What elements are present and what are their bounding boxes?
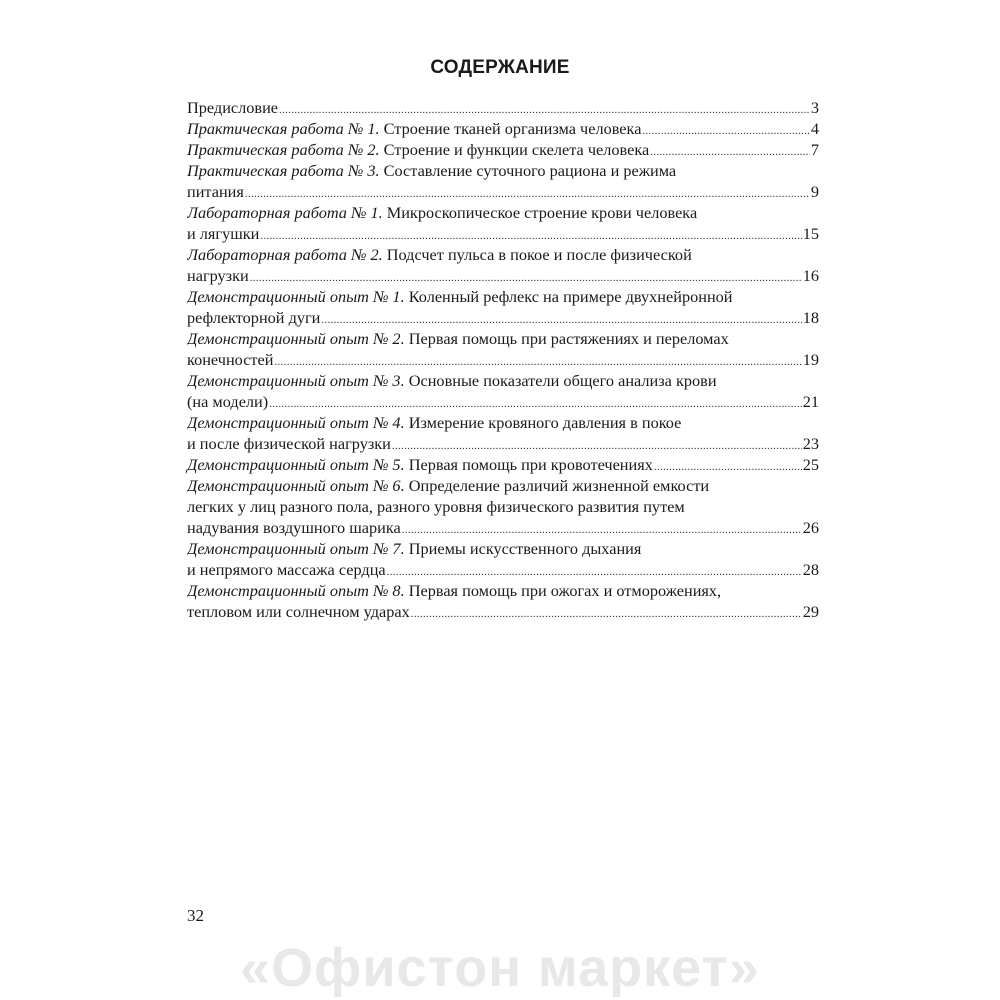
entry-text: рефлекторной дуги bbox=[187, 308, 321, 327]
entry-last-line bbox=[187, 139, 819, 160]
entry-text: Предисловие bbox=[187, 98, 279, 117]
entry-number: № 8. bbox=[373, 581, 405, 600]
entry-last-line bbox=[187, 559, 819, 580]
entry-type-label: Практическая работа bbox=[187, 161, 348, 180]
entry-title bbox=[187, 307, 320, 328]
page-number: 32 bbox=[187, 906, 204, 925]
toc-entry bbox=[187, 160, 819, 202]
entry-title bbox=[187, 559, 386, 580]
entry-title bbox=[187, 349, 274, 370]
entry-type-label: Демонстрационный опыт bbox=[187, 455, 374, 474]
entry-page-number: 4 bbox=[810, 119, 819, 138]
entry-text: Первая помощь при ожогах и отморожениях, bbox=[404, 581, 722, 600]
toc-entry bbox=[187, 118, 819, 139]
entry-last-line bbox=[187, 307, 819, 328]
entry-title bbox=[187, 223, 259, 244]
entry-number: № 4. bbox=[373, 413, 405, 432]
entry-title bbox=[187, 97, 278, 118]
entry-text: Строение тканей организма человека bbox=[379, 119, 642, 138]
toc-entry bbox=[187, 244, 819, 286]
entry-text: Основные показатели общего анализа крови bbox=[404, 371, 717, 390]
dot-leader bbox=[411, 604, 802, 625]
entry-text: (на модели) bbox=[187, 392, 269, 411]
entry-page-number: 25 bbox=[802, 455, 819, 474]
entry-number: № 1. bbox=[347, 119, 380, 138]
entry-line bbox=[187, 370, 819, 391]
entry-last-line bbox=[187, 265, 819, 286]
entry-page-number: 7 bbox=[810, 140, 819, 159]
entry-line bbox=[187, 496, 819, 517]
entry-page-number: 3 bbox=[810, 98, 819, 117]
toc-entry bbox=[187, 286, 819, 328]
entry-type-label: Демонстрационный опыт bbox=[187, 539, 374, 558]
entry-number: № 3. bbox=[373, 371, 405, 390]
entry-type-label: Лабораторная работа bbox=[187, 203, 352, 222]
entry-line bbox=[187, 286, 819, 307]
toc-entry bbox=[187, 454, 819, 475]
entry-text: надувания воздушного шарика bbox=[187, 518, 401, 537]
entry-type-label: Демонстрационный опыт bbox=[187, 371, 374, 390]
entry-page-number: 28 bbox=[802, 560, 819, 579]
entry-number: № 2. bbox=[373, 329, 405, 348]
entry-number: № 2. bbox=[351, 245, 383, 264]
entry-text: Измерение кровяного давления в покое bbox=[404, 413, 682, 432]
entry-text: Строение и функции скелета человека bbox=[379, 140, 650, 159]
entry-line bbox=[187, 328, 819, 349]
entry-text: Приемы искусственного дыхания bbox=[404, 539, 642, 558]
entry-line bbox=[187, 412, 819, 433]
entry-last-line bbox=[187, 517, 819, 538]
entry-text: и лягушки bbox=[187, 224, 260, 243]
entry-title bbox=[187, 139, 649, 160]
toc-entry bbox=[187, 475, 819, 538]
toc-entry bbox=[187, 580, 819, 622]
entry-title bbox=[187, 118, 641, 139]
entry-title bbox=[187, 265, 249, 286]
entry-line bbox=[187, 160, 819, 181]
entry-text: нагрузки bbox=[187, 266, 249, 285]
entry-last-line bbox=[187, 118, 819, 139]
entry-page-number: 19 bbox=[802, 350, 819, 369]
entry-text: Составление суточного рациона и режима bbox=[379, 161, 677, 180]
entry-last-line bbox=[187, 433, 819, 454]
entry-text: Коленный рефлекс на примере двухнейронной bbox=[404, 287, 733, 306]
entry-last-line bbox=[187, 349, 819, 370]
entry-text: Первая помощь при кровотечениях bbox=[404, 455, 653, 474]
entry-last-line bbox=[187, 391, 819, 412]
entry-text: Подсчет пульса в покое и после физической bbox=[382, 245, 692, 264]
toc-entry bbox=[187, 370, 819, 412]
entry-number: № 7. bbox=[373, 539, 405, 558]
entry-text: конечностей bbox=[187, 350, 274, 369]
entry-number: № 3. bbox=[347, 161, 380, 180]
entry-text: питания bbox=[187, 182, 244, 201]
entry-title bbox=[187, 181, 244, 202]
entry-number: № 1. bbox=[373, 287, 405, 306]
entry-type-label: Демонстрационный опыт bbox=[187, 329, 374, 348]
entry-line bbox=[187, 475, 819, 496]
entry-text: Микроскопическое строение крови человека bbox=[382, 203, 698, 222]
entry-page-number: 26 bbox=[802, 518, 819, 537]
entry-number: № 5. bbox=[373, 455, 405, 474]
entry-last-line bbox=[187, 223, 819, 244]
entry-text: легких у лиц разного пола, разного уровня физического развития путем bbox=[187, 497, 685, 516]
entry-text: Первая помощь при растяжениях и переломах bbox=[404, 329, 729, 348]
entry-type-label: Демонстрационный опыт bbox=[187, 413, 374, 432]
entry-last-line bbox=[187, 454, 819, 475]
entry-page-number: 9 bbox=[810, 182, 819, 201]
entry-type-label: Практическая работа bbox=[187, 140, 348, 159]
entry-title bbox=[187, 517, 401, 538]
watermark: «Офистон маркет» bbox=[240, 938, 760, 998]
entry-number: № 2. bbox=[347, 140, 380, 159]
entry-type-label: Демонстрационный опыт bbox=[187, 287, 374, 306]
entry-page-number: 15 bbox=[802, 224, 819, 243]
entry-text: и после физической нагрузки bbox=[187, 434, 391, 453]
entry-type-label: Практическая работа bbox=[187, 119, 348, 138]
entry-line bbox=[187, 244, 819, 265]
entry-number: № 1. bbox=[351, 203, 383, 222]
entry-text: тепловом или солнечном ударах bbox=[187, 602, 410, 621]
toc-entry bbox=[187, 538, 819, 580]
entry-text: Определение различий жизненной емкости bbox=[404, 476, 710, 495]
entry-page-number: 29 bbox=[802, 602, 819, 621]
entry-page-number: 21 bbox=[802, 392, 819, 411]
entry-page-number: 16 bbox=[802, 266, 819, 285]
entry-last-line bbox=[187, 601, 819, 622]
entry-title bbox=[187, 433, 391, 454]
entry-title bbox=[187, 454, 653, 475]
table-of-contents bbox=[187, 97, 819, 622]
entry-title bbox=[187, 601, 410, 622]
entry-text: и непрямого массажа сердца bbox=[187, 560, 386, 579]
toc-entry bbox=[187, 139, 819, 160]
entry-type-label: Демонстрационный опыт bbox=[187, 581, 374, 600]
toc-entry bbox=[187, 328, 819, 370]
entry-page-number: 18 bbox=[802, 308, 819, 327]
entry-line bbox=[187, 580, 819, 601]
entry-title bbox=[187, 391, 268, 412]
entry-last-line bbox=[187, 181, 819, 202]
entry-type-label: Демонстрационный опыт bbox=[187, 476, 374, 495]
toc-entry bbox=[187, 202, 819, 244]
entry-last-line bbox=[187, 97, 819, 118]
toc-entry bbox=[187, 97, 819, 118]
entry-number: № 6. bbox=[373, 476, 405, 495]
entry-line bbox=[187, 538, 819, 559]
entry-page-number: 23 bbox=[802, 434, 819, 453]
entry-type-label: Лабораторная работа bbox=[187, 245, 352, 264]
toc-entry bbox=[187, 412, 819, 454]
entry-line bbox=[187, 202, 819, 223]
page-title: СОДЕРЖАНИЕ bbox=[430, 57, 570, 78]
